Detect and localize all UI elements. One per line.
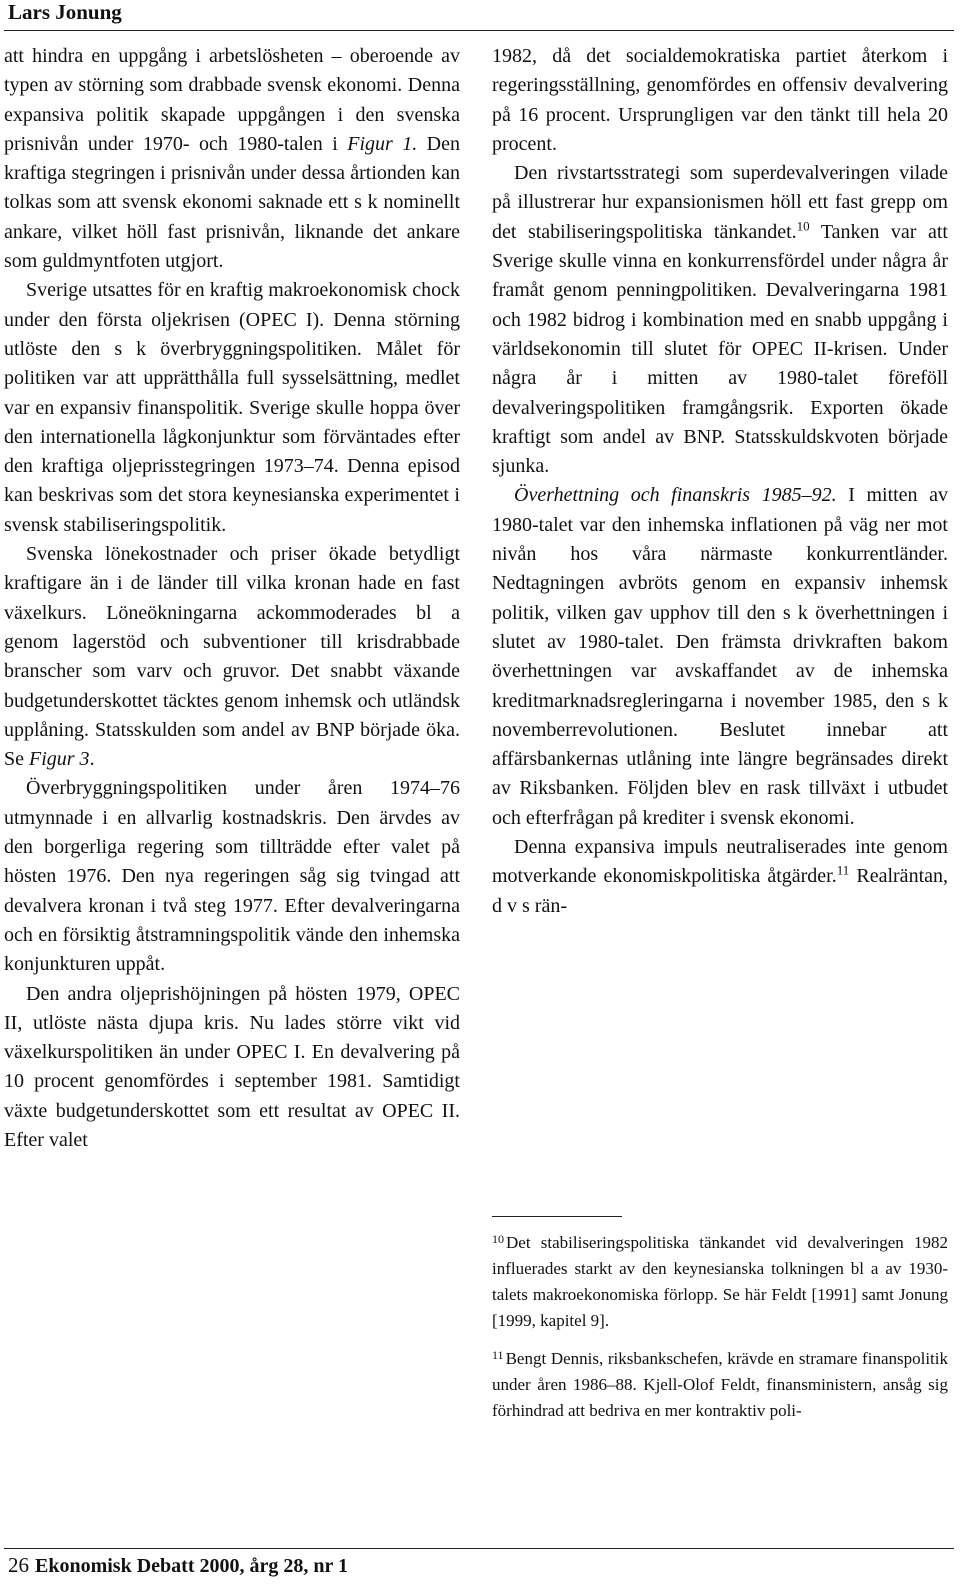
paragraph-text: Den rivstartsstrategi som superdevalveringen vilade på illustrerar hur expansionismen höll ett fast grepp om det stabiliseringspolitiska tänkandet. bbox=[492, 162, 948, 243]
footnote-divider bbox=[492, 1216, 622, 1217]
footnote-marker: 10 bbox=[796, 218, 810, 234]
journal-name: Ekonomisk Debatt 2000, årg 28, nr 1 bbox=[35, 1555, 348, 1577]
paragraph-text: Svenska lönekostnader och priser ökade betydligt kraftigare än i de länder till vilka kronan hade en fast växelkurs. Löneökningarna ackommoderades bl a genom lagerstöd och subventioner till krisdrabbade branscher som varv och gruvor. Det snabbt växande budgetunderskottet täcktes genom inhemsk och utländsk upplåning. Statsskulden som andel av BNP började öka. Se bbox=[4, 543, 460, 771]
page-number: 26 bbox=[8, 1553, 29, 1577]
footer-text bbox=[8, 1553, 348, 1578]
left-column bbox=[4, 42, 460, 1155]
footnote-text: Bengt Dennis, riksbankschefen, krävde en stramare finanspolitik under åren 1986–88. Kjell-Olof Feldt, finansministern, ansåg sig förhindrad att bedriva en mer kontraktiv poli- bbox=[492, 1349, 948, 1420]
footnote-number: 11 bbox=[492, 1348, 504, 1362]
running-header bbox=[4, 0, 954, 31]
paragraph-text: I mitten av 1980-talet var den inhemska inflationen på väg ner mot nivån hos våra närmaste konkurrentländer. Nedtagningen avbröts genom en expansiv inhemsk politik, vilken gav upphov till den s k överhettningen i slutet av 1980-talet. Den främsta drivkraften bakom överhettningen var avskaffandet av de inhemska kreditmarknadsregleringarna i november 1985, den s k novemberrevolutionen. Beslutet innebar att affärsbankernas utlåning inte längre begränsades direkt av Riksbanken. Följden blev en rask tillväxt i utbudet och efterfrågan på krediter i svensk ekonomi. bbox=[492, 484, 949, 829]
running-footer bbox=[4, 1548, 954, 1577]
paragraph-text: att hindra en uppgång i arbetslösheten – oberoende av typen av störning som drabbade svensk ekonomi. Denna expansiva politik skapade uppgången i den svenska prisnivån under 1970- och 1980-talen i bbox=[4, 45, 460, 155]
paragraph: Överbryggningspolitiken under åren 1974–76 utmynnade i en allvarlig kostnadskris. Den ärvdes av den borgerliga regering som tillträdde efter valet på hösten 1976. Den nya regeringen såg sig tvingad att devalvera kronan i två steg 1977. Efter devalveringarna och en försiktig åtstramningspolitik vände den inhemska konjunkturen uppåt. bbox=[4, 777, 460, 976]
figure-reference: Figur 1. bbox=[347, 132, 418, 155]
footnote-marker: 11 bbox=[836, 862, 850, 878]
paragraph: Den andra oljeprishöjningen på hösten 1979, OPEC II, utlöste nästa djupa kris. Nu lades större vikt vid växelkurspolitiken än under OPEC I. En devalvering på 10 procent genomfördes i september 1981. Samtidigt växte budgetunderskottet som ett resultat av OPEC II. Efter valet bbox=[4, 982, 460, 1151]
paragraph-text: Denna expansiva impuls neutraliserades inte genom motverkande ekonomiskpolitiska åtgärder. bbox=[492, 836, 948, 888]
section-heading: Överhettning och finanskris 1985–92. bbox=[514, 484, 837, 507]
footnote-text: Det stabiliseringspolitiska tänkandet vid devalveringen 1982 influerades starkt av den keynesianska tolkningen bl a av 1930-talets makroekonomiska förlopp. Se här Feldt [1991] samt Jonung [1999, kapitel 9]. bbox=[492, 1233, 948, 1330]
footnotes bbox=[492, 1226, 948, 1432]
footnote-number: 10 bbox=[492, 1232, 504, 1246]
paragraph-text: . bbox=[89, 748, 95, 771]
right-column bbox=[492, 42, 948, 921]
figure-reference: Figur 3 bbox=[29, 748, 90, 771]
paragraph bbox=[492, 481, 948, 833]
footnote bbox=[492, 1342, 948, 1424]
paragraph bbox=[4, 42, 460, 276]
paragraph bbox=[4, 540, 460, 774]
paragraph-text: Den kraftiga stegringen i prisnivån under dessa årtionden kan tolkas som att svensk ekonomi saknade ett s k nominellt ankare, vilket höll fast prisnivån, liknande det ankare som guldmyntfoten utgjort. bbox=[4, 132, 460, 273]
paragraph bbox=[492, 833, 948, 921]
paragraph bbox=[492, 159, 948, 481]
paragraph-text: Realräntan, d v s rän- bbox=[492, 865, 948, 917]
footnote bbox=[492, 1226, 948, 1334]
header-author: Lars Jonung bbox=[8, 0, 122, 24]
paragraph: 1982, då det socialdemokratiska partiet återkom i regeringsställning, genomfördes en offensiv devalvering på 16 procent. Ursprungligen var den tänkt till hela 20 procent. bbox=[492, 45, 948, 155]
paragraph: Sverige utsattes för en kraftig makroekonomisk chock under den första oljekrisen (OPEC I). Denna störning utlöste den s k överbryggningspolitiken. Målet för politiken var att upprätthålla full sysselsättning, medlet var en expansiv finanspolitik. Sverige skulle hoppa över den internationella lågkonjunktur som förväntades efter den kraftiga oljeprisstegringen 1973–74. Denna episod kan beskrivas som det stora keynesianska experimentet i svensk stabiliseringspolitik. bbox=[4, 279, 460, 536]
paragraph-text: Tanken var att Sverige skulle vinna en konkurrensfördel under några år framåt genom penningpolitiken. Devalveringarna 1981 och 1982 bidrog i kombination med en snabb uppgång i världsekonomin till slutet för OPEC II-krisen. Under några år i mitten av 1980-talet föreföll devalveringspolitiken framgångsrik. Exporten ökade kraftigt som andel av BNP. Statsskuldskvoten började sjunka. bbox=[492, 220, 948, 478]
